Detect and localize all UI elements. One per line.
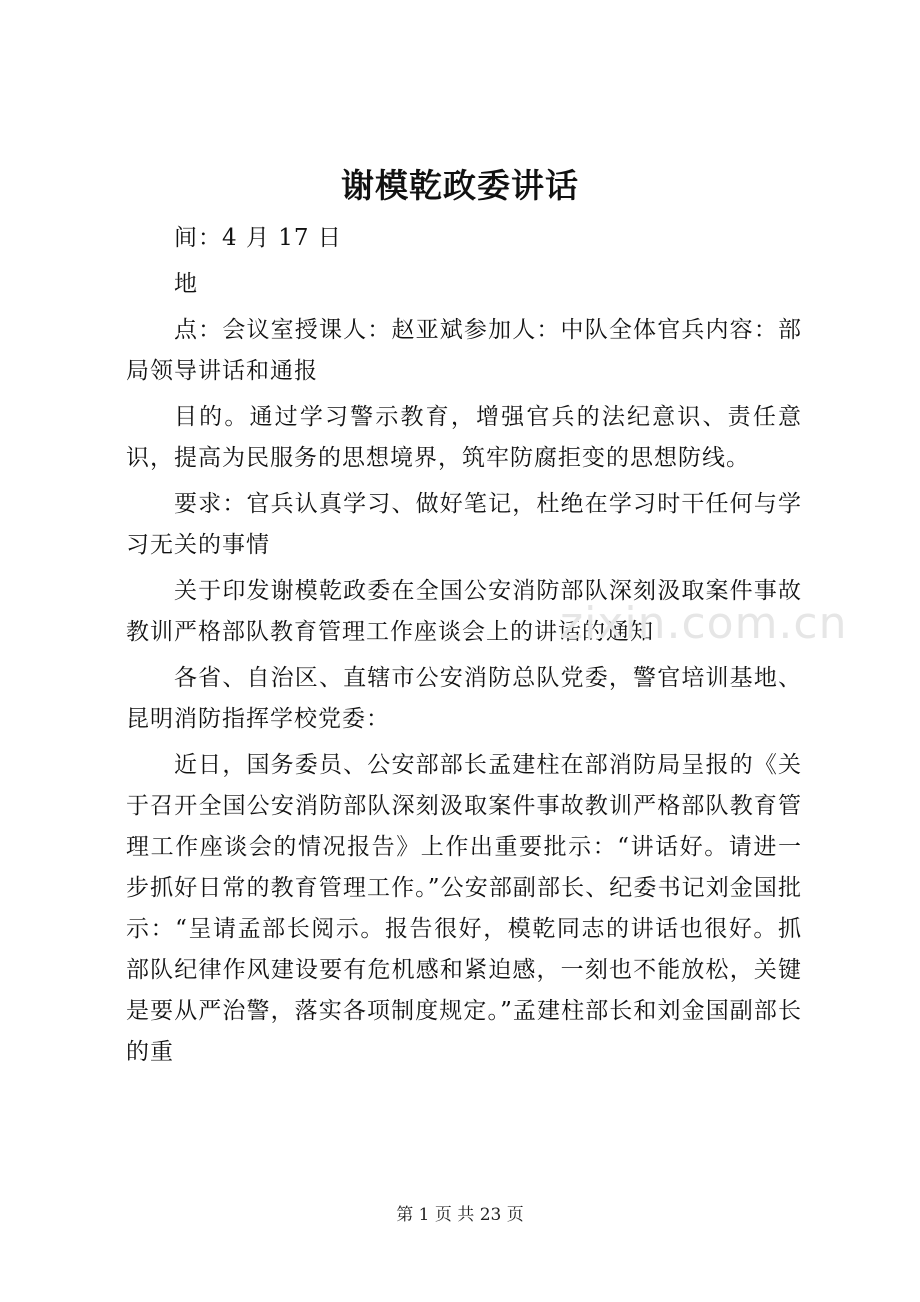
- paragraph-place-label: 地: [174, 271, 198, 297]
- page-footer: 第 1 页 共 23 页: [396, 1205, 524, 1225]
- paragraph-requirements: 要求：官兵认真学习、做好笔记，杜绝在学习时干任何与学习无关的事情: [126, 491, 802, 558]
- watermark: zixin.com.cn: [560, 598, 848, 649]
- paragraph-addressees: 各省、自治区、直辖市公安消防总队党委，警官培训基地、昆明消防指挥学校党委：: [126, 665, 802, 732]
- paragraph-time: 间：4 月 17 日: [174, 225, 342, 251]
- document-title: 谢模乾政委讲话: [341, 166, 579, 205]
- paragraph-purpose: 目的。通过学习警示教育，增强官兵的法纪意识、责任意识，提高为民服务的思想境界，筑牢防腐拒变的思想防线。: [126, 404, 802, 471]
- paragraph-meeting-info: 点：会议室授课人：赵亚斌参加人：中队全体官兵内容：部局领导讲话和通报: [126, 317, 802, 384]
- paragraph-notice-title: 关于印发谢模乾政委在全国公安消防部队深刻汲取案件事故教训严格部队教育管理工作座谈会上的讲话的通知: [126, 578, 802, 645]
- paragraph-main-content: 近日，国务委员、公安部部长孟建柱在部消防局呈报的《关于召开全国公安消防部队深刻汲取案件事故教训严格部队教育管理工作座谈会的情况报告》上作出重要批示：“讲话好。请进一步抓好日常的教育管理工作。”公安部副部长、纪委书记刘金国批示：“呈请孟部长阅示。报告很好，模乾同志的讲话也很好。抓部队纪律作风建设要有危机感和紧迫感，一刻也不能放松，关键是要从严治警，落实各项制度规定。”孟建柱部长和刘金国副部长的重: [126, 752, 802, 1065]
